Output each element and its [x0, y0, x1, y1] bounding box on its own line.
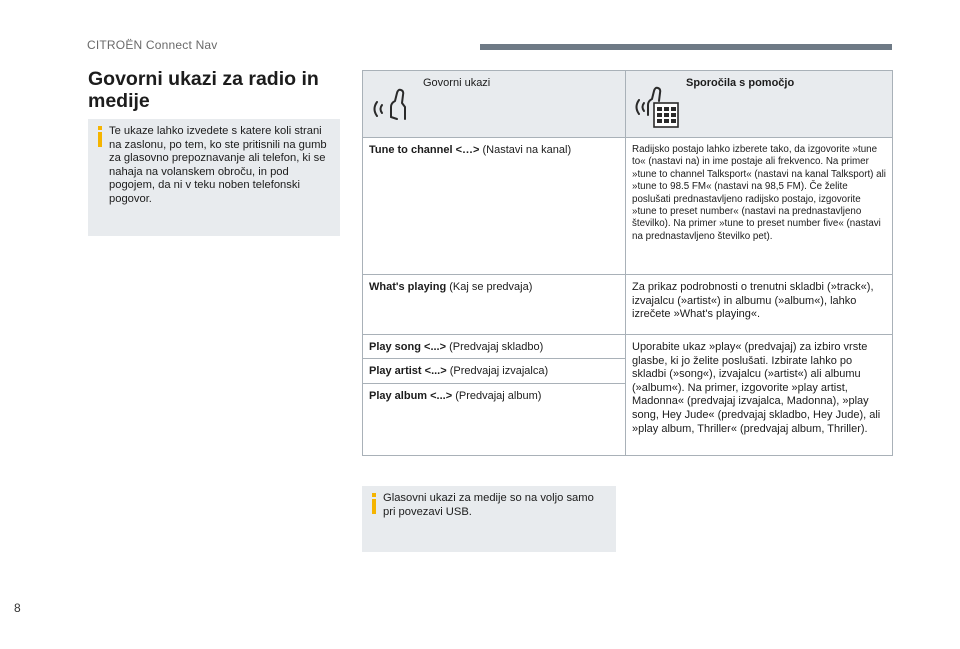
header-label-commands: Govorni ukazi — [423, 77, 491, 89]
command-name: Play artist <...> — [369, 365, 447, 377]
command-cell — [363, 335, 626, 359]
usb-note-text: Glasovni ukazi za medije so na voljo samo pri povezavi USB. — [383, 492, 594, 518]
help-text: Uporabite ukaz »play« (predvajaj) za izbiro vrste glasbe, ki jo želite poslušati. Izbirate lahko po skladbi (»song«), izvajalcu (»artist«) ali albumu (»album«). Na primer, izgovorite »play artist, Madonna« (predvajaj izvajalca, Madonna), »play song, Hey Jude« (predvajaj skladbo, Hey Jude), ali »play album, Thriller« (predvajaj album, Thriller). — [632, 341, 881, 435]
table-header-row — [363, 71, 893, 138]
usb-note — [362, 486, 616, 552]
command-cell — [363, 138, 626, 275]
info-icon — [372, 493, 376, 513]
section-title: Govorni ukazi za radio in medije — [88, 68, 319, 112]
command-name: What's playing — [369, 281, 447, 293]
command-translation: (Predvajaj izvajalca) — [446, 365, 549, 377]
command-name: Play song <...> — [369, 341, 447, 353]
intro-note-text: Te ukaze lahko izvedete s katere koli strani na zaslonu, po tem, ko ste pritisnili na gumb za glasovno prepoznavanje ali telefon, ki se nahaja na volanskem obroču, in pod pogojem, da ni v teku noben telefonski pogovor. — [109, 125, 327, 205]
help-cell — [626, 138, 893, 275]
header-voice-commands — [363, 71, 626, 138]
intro-note — [88, 119, 340, 236]
command-translation: (Nastavi na kanal) — [479, 144, 572, 156]
header-bar — [480, 44, 892, 50]
voice-help-keypad-icon — [634, 85, 680, 131]
page-number: 8 — [14, 601, 21, 615]
table-row — [363, 138, 893, 275]
table-row — [363, 335, 893, 359]
command-translation: (Predvajaj skladbo) — [446, 341, 544, 353]
header-help-messages — [626, 71, 893, 138]
header-brand: CITROËN Connect Nav — [87, 38, 218, 52]
help-text: Za prikaz podrobnosti o trenutni skladbi (»track«), izvajalcu (»artist«) in albumu (»album«), lahko izrečete »What's playing«. — [632, 281, 874, 321]
command-cell — [363, 359, 626, 384]
command-cell — [363, 384, 626, 456]
command-cell — [363, 275, 626, 335]
voice-command-icon — [371, 85, 411, 125]
command-name: Play album <...> — [369, 390, 453, 402]
command-name: Tune to channel <…> — [369, 144, 480, 156]
info-icon — [98, 126, 102, 146]
voice-commands-table — [362, 70, 893, 456]
header-label-help: Sporočila s pomočjo — [686, 77, 795, 89]
table-row — [363, 275, 893, 335]
help-text: Radijsko postajo lahko izberete tako, da izgovorite »tune to« (nastavi na) in ime postaje ali frekvenco. Na primer »tune to channel Talksport« (nastavi na kanal Talksport) ali »tune to 98.5 FM« (nastavi na 98,5 FM). Če želite poslušati prednastavljeno radijsko postajo, izgovorite »tune to preset number« (nastavi na prednastavljeno številko). Na primer »tune to preset number five« (nastavi na prednastavljeno številko pet). — [632, 144, 886, 242]
help-cell — [626, 335, 893, 456]
command-translation: (Kaj se predvaja) — [446, 281, 533, 293]
command-translation: (Predvajaj album) — [452, 390, 542, 402]
help-cell — [626, 275, 893, 335]
